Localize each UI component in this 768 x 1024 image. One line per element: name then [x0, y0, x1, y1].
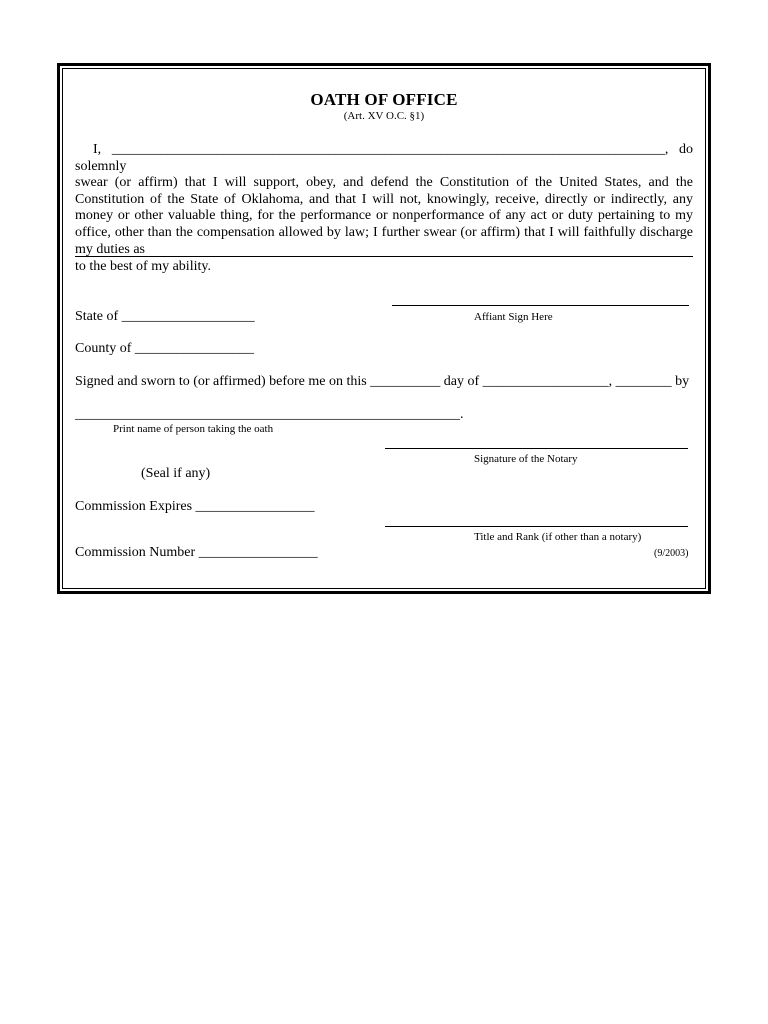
commission-expires-field[interactable]: Commission Expires _________________: [75, 499, 315, 514]
county-field[interactable]: County of _________________: [75, 341, 254, 356]
office-title-field[interactable]: [75, 256, 693, 257]
state-field[interactable]: State of ___________________: [75, 309, 255, 324]
revision-date: (9/2003): [654, 548, 689, 559]
ability-text: to the best of my ability.: [75, 259, 211, 274]
affiant-signature-field[interactable]: [392, 305, 689, 306]
notary-caption: Signature of the Notary: [474, 453, 578, 465]
oath-paragraph: [75, 142, 693, 258]
form-title: OATH OF OFFICE: [310, 90, 458, 109]
seal-label: (Seal if any): [141, 466, 211, 481]
affiant-caption: Affiant Sign Here: [474, 311, 553, 323]
title-rank-caption: Title and Rank (if other than a notary): [474, 531, 642, 543]
form-citation: (Art. XV O.C. §1): [343, 110, 425, 122]
oath-body-text: swear (or affirm) that I will support, obey, and defend the Constitution of the United States, and the Constitution of the State of Oklahoma, and that I will not, knowingly, receive, directly or indirectly, any money or other valuable thing, for the performance or nonperformance of any act or duty pertaining to my office, other than the compensation allowed by law; I further swear (or affirm) that I will faithfully discharge my duties as: [75, 175, 693, 257]
sworn-statement[interactable]: Signed and sworn to (or affirmed) before me on this __________ day of __________________, ________ by: [75, 374, 690, 389]
commission-number-field[interactable]: Commission Number _________________: [75, 545, 318, 560]
title-rank-field[interactable]: [385, 526, 688, 527]
notary-signature-field[interactable]: [385, 448, 688, 449]
print-name-field[interactable]: _______________________________________________________.: [75, 407, 464, 422]
oath-name-line: I, _______________________________________________________________________________, do solemnly: [75, 142, 693, 174]
print-name-caption: Print name of person taking the oath: [113, 423, 274, 435]
